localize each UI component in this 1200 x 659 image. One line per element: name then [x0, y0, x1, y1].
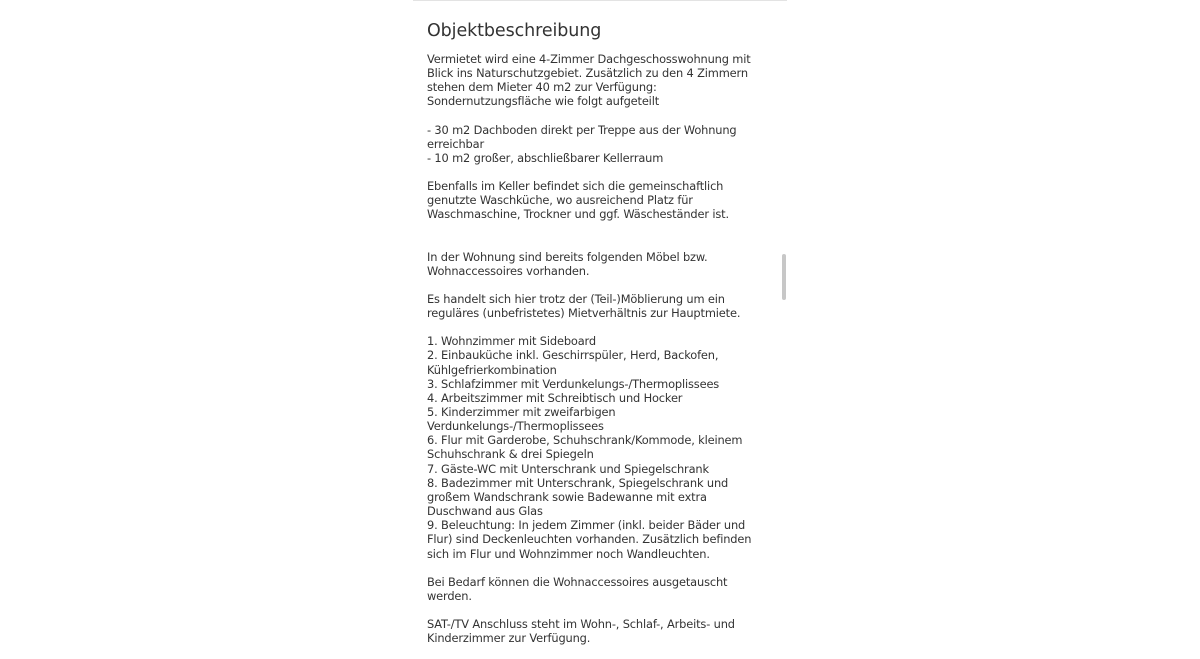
paragraph-laundry: Ebenfalls im Keller befindet sich die gemeinschaftlich genutzte Waschküche, wo ausreichend Platz für Waschmaschine, Trockner und ggf. Wäscheständer ist.: [427, 179, 729, 222]
paragraph-accessories: Bei Bedarf können die Wohnaccessoires ausgetauscht werden.: [427, 574, 728, 603]
paragraph-tv: SAT-/TV Anschluss steht im Wohn-, Schlaf-, Arbeits- und Kinderzimmer zur Verfügung.: [427, 617, 735, 646]
paragraph-extra-spaces: - 30 m2 Dachboden direkt per Treppe aus der Wohnung erreichbar - 10 m2 großer, abschließbarer Kellerraum: [427, 122, 737, 165]
section-title: Objektbeschreibung: [427, 21, 602, 41]
blank-line: [427, 236, 773, 250]
furniture-list: 1. Wohnzimmer mit Sideboard 2. Einbauküche inkl. Geschirrspüler, Herd, Backofen, Kühlgefrierkombination 3. Schlafzimmer mit Verdunkelungs-/Thermoplissees 4. Arbeitszimmer mit Schreibtisch und Hocker 5. Kinderzimmer mit zweifarbigen Verdunkelungs-/Thermoplissees 6. Flur mit Garderobe, Schuhschrank/Kommode, kleinem Schuhschrank & drei Spiegeln 7. Gäste-WC mit Unterschrank und Spiegelschrank 8. Badezimmer mit Unterschrank, Spiegelschrank und großem Wandschrank sowie Badewanne mit extra Duschwand aus Glas 9. Beleuchtung: In jedem Zimmer (inkl. beider Bäder und Flur) sind Deckenleuchten vorhanden. Zusätzlich befinden sich im Flur und Wohnzimmer noch Wandleuchten.: [427, 334, 752, 561]
paragraph-rental-type: Es handelt sich hier trotz der (Teil-)Möblierung um ein reguläres (unbefristetes) Mietverhältnis zur Hauptmiete.: [427, 291, 741, 321]
paragraph-furniture-intro: In der Wohnung sind bereits folgenden Möbel bzw. Wohnaccessoires vorhanden.: [427, 249, 708, 278]
description-content: [427, 20, 773, 659]
paragraph-intro: Vermietet wird eine 4-Zimmer Dachgeschosswohnung mit Blick ins Naturschutzgebiet. Zusätzlich zu den 4 Zimmern stehen dem Mieter 40 m2 zur Verfügung: Sondernutzungsfläche wie folgt aufgeteilt: [427, 52, 751, 109]
description-panel: [413, 0, 787, 646]
scrollbar-thumb[interactable]: [782, 254, 786, 300]
